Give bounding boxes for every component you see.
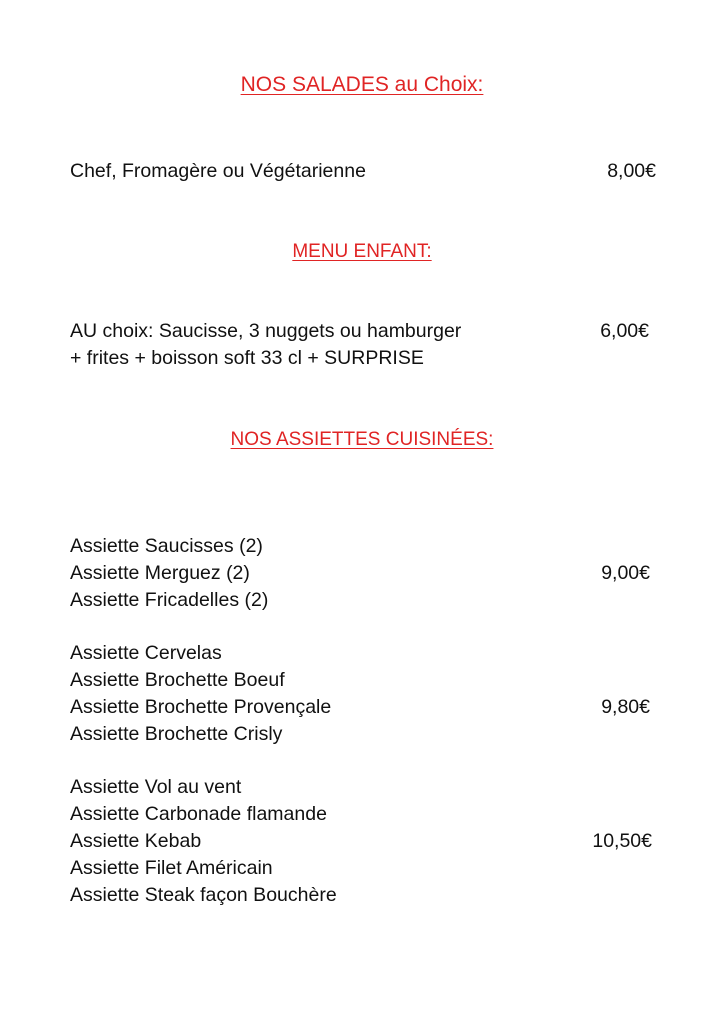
assiette-item: Assiette Carbonade flamande [70,803,327,825]
assiette-item: Assiette Merguez (2) [70,562,250,584]
assiettes-group1-price: 9,00€ [601,562,650,584]
menu-enfant-price: 6,00€ [600,320,649,342]
assiette-item: Assiette Vol au vent [70,776,242,798]
assiettes-group2-price: 9,80€ [601,696,650,718]
assiette-item: Assiette Brochette Boeuf [70,669,285,691]
assiettes-heading: NOS ASSIETTES CUISINÉES: [230,429,494,450]
assiette-item: Assiette Filet Américain [70,857,273,879]
menu-enfant-line-1: AU choix: Saucisse, 3 nuggets ou hamburger [70,320,462,342]
menu-enfant-heading: MENU ENFANT: [292,241,432,262]
assiette-item: Assiette Saucisses (2) [70,535,263,557]
assiettes-group3-price: 10,50€ [592,830,652,852]
salades-price: 8,00€ [607,160,656,182]
assiette-item: Assiette Brochette Crisly [70,723,283,745]
assiette-item: Assiette Brochette Provençale [70,696,332,718]
salades-item: Chef, Fromagère ou Végétarienne [70,160,366,182]
assiette-item: Assiette Fricadelles (2) [70,589,269,611]
salades-heading: NOS SALADES au Choix: [240,73,484,96]
menu-enfant-line-2: + frites + boisson soft 33 cl + SURPRISE [70,347,424,369]
assiette-item: Assiette Steak façon Bouchère [70,884,337,906]
assiette-item: Assiette Cervelas [70,642,222,664]
assiette-item: Assiette Kebab [70,830,202,852]
